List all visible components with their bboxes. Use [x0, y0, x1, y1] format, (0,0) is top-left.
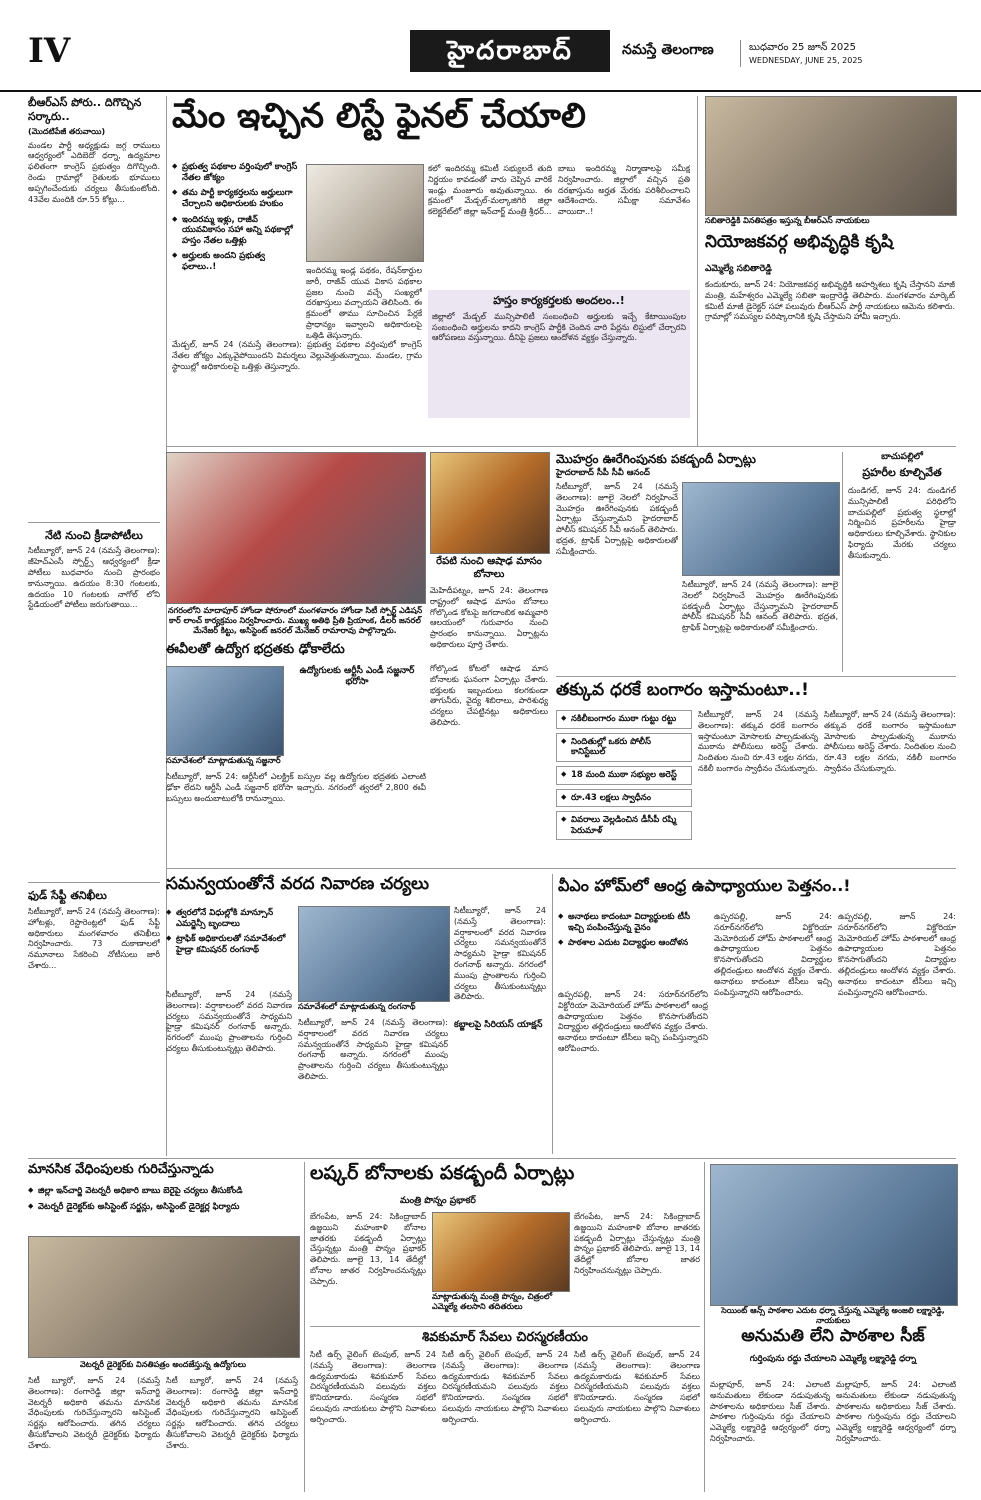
left-column: [28, 96, 160, 1156]
masthead: [0, 0, 981, 92]
photo-caption: సబితారెడ్డికి వినతిపత్రం ఇస్తున్న బీఆర్ఎస్ నాయకులు: [705, 216, 870, 225]
column-rule: [704, 1162, 705, 1492]
floods-photo-caption: సమావేశంలో మాట్లాడుతున్న రంగనాథ్: [298, 1002, 416, 1011]
lead-body-col3: కలో ఇందిరమ్మ కమిటీ సభ్యులదే తుది నిర్ణయం కావడంతో వారు చెప్పిన వారికే ఇండ్లు మంజూరు అవుతున్నాయి. ఈ క్రమంలో మేడ్చల్-మల్కాజిగిరి జిల్లా కలెక్టరేట్‌లో జిల్లా ఇన్‌చార్జ్ మంత్రి శ్రీధర్...: [428, 164, 552, 217]
city-section-title: హైదరాబాద్: [410, 30, 610, 72]
collectorate-building-photo: [306, 164, 424, 262]
story3-body: సిటీబ్యూరో, జూన్ 24 (నమస్తే తెలంగాణ): హోటళ్లు, రెస్టారెంట్లలో ఫుడ్ సేఫ్టీ అధికారులు మంగళవారం తనిఖీలు నిర్వహించారు. 73 దుకాణాలలో నమూనాలు సేకరించి నోటీసులు జారీ చేశారు...: [28, 907, 160, 971]
lead-box-text: జిల్లాలో మేడ్చల్ మున్సిపాలిటీ సంబంధించి అర్హులకు ఇచ్చే కేటాయింపుల సంబంధించి అర్హులను కాదని కాంగ్రెస్ పార్టీకి చెందిన వారి పేర్లను లిస్టులో చేర్చారని ఆరోపణలు వస్తున్నాయి. దీనిపై ప్రజలు ఆందోళన వ్యక్తం చేస్తున్నారు.: [432, 311, 686, 343]
gold-body-2: సిటీబ్యూరో, జూన్ 24 (నమస్తే తెలంగాణ): తక్కువ ధరకే బంగారం ఇస్తామంటూ మోసాలకు పాల్పడుతున్న ముఠాను పోలీసులు అరెస్ట్ చేశారు. నిందితుల నుంచి రూ.43 లక్షల నగదు, నకిలీ బంగారం స్వాధీనం చేసుకున్నారు.: [824, 710, 956, 773]
section-divider: [556, 676, 956, 677]
lashkar-body-2: బేగంపేట, జూన్ 24: సికింద్రాబాద్ ఉజ్జయిని మహంకాళి బోనాల జాతరకు పకడ్బందీ ఏర్పాట్లు చేస్తున్నట్లు మంత్రి పొన్నం ప్రభాకర్ తెలిపారు. జూలై 13, 14 తేదీల్లో బోనాల జాతర నిర్వహించనున్నట్లు చెప్పారు.: [574, 1212, 700, 1275]
column-rule: [697, 96, 698, 446]
gold-headline: తక్కువ ధరకే బంగారం ఇస్తామంటూ..!: [556, 680, 809, 700]
shivakumar-body: సిటీ ఉర్స్ వైలింగ్ టెంపుల్, జూన్ 24 (నమస్తే తెలంగాణ): తెలంగాణ ఉద్యమకారుడు శివకుమార్ సేవలు చిరస్మరణీయమని పలువురు వక్తలు కొనియాడారు. సంస్మరణ సభలో పలువురు నాయకులు పాల్గొని నివాళులు అర్పించారు.: [310, 1350, 436, 1424]
muharram-body: సిటీబ్యూరో, జూన్ 24 (నమస్తే తెలంగాణ): జూలై నెలలో నిర్వహించే మొహర్రం ఊరేగింపునకు పకడ్బందీ ఏర్పాట్లు చేస్తున్నామని హైదరాబాద్ పోలీస్ కమిషనర్ సీవీ ఆనంద్ తెలిపారు. భద్రత, ట్రాఫిక్ ఏర్పాట్లపై అధికారులతో సమీక్షించారు.: [556, 482, 678, 556]
vm-home-bullet: ◆ పాఠశాల ఎదుట విద్యార్థుల ఆందోళన: [558, 938, 708, 949]
ev-headline: ఈవీలతో ఉద్యోగ భద్రతకు ఢోకాలేదు: [166, 642, 345, 657]
harassment-headline: మానసిక వేధింపులకు గురిచేస్తున్నాడు: [28, 1162, 214, 1177]
section-divider: [28, 1158, 956, 1159]
school-body-2: మల్లాపూర్, జూన్ 24: ఎలాంటి అనుమతులు లేకుండా నడుపుతున్న పాఠశాలను అధికారులు సీజ్ చేశారు. పాఠశాల గుర్తింపును రద్దు చేయాలని ఎమ్మెల్యే లక్ష్మారెడ్డి ఆధ్వర్యంలో ధర్నా నిర్వహించారు.: [836, 1380, 956, 1443]
bachupally-kicker: బాచుపల్లిలో: [881, 452, 923, 462]
lead-body-col4: బాబు ఇందిరమ్మ నిర్మాణాలపై సమీక్ష నిర్వహించారు. జిల్లాలో వచ్చిన ప్రతి దరఖాస్తును అర్హత మేరకు పరిశీలించాలని ఆదేశించారు. సమీక్షా సమావేశం వాయిదా..!: [558, 164, 690, 217]
muharram-body-2: సిటీబ్యూరో, జూన్ 24 (నమస్తే తెలంగాణ): జూలై నెలలో నిర్వహించే మొహర్రం ఊరేగింపునకు పకడ్బందీ ఏర్పాట్లు చేస్తున్నామని హైదరాబాద్ పోలీస్ కమిషనర్ సీవీ ఆనంద్ తెలిపారు. భద్రత, ట్రాఫిక్ ఏర్పాట్లపై అధికారులతో సమీక్షించారు.: [682, 580, 838, 633]
story2-headline: నేటి నుంచి క్రీడాపోటీలు: [45, 528, 143, 542]
bonalu-col-body: గోల్కొండ కోటలో ఆషాఢ మాస బోనాలకు ఘనంగా ఏర్పాట్లు చేశారు. భక్తులకు ఇబ్బందులు కలగకుండా తాగునీరు, వైద్య శిబిరాలు, పారిశుధ్య చర్యలు చేపట్టినట్లు అధికారులు తెలిపారు.: [430, 664, 548, 727]
lead-box: [428, 290, 690, 418]
top-right-byline: ఎమ్మెల్యే సబితారెడ్డి: [705, 264, 772, 274]
lead-bullets: [172, 162, 302, 278]
school-protest-photo: [710, 1164, 958, 1306]
lead-body-col2: మేడ్చల్, జూన్ 24 (నమస్తే తెలంగాణ): ప్రభుత్వ పథకాల వర్తింపులో కాంగ్రెస్ నేతల జోక్యం ఎక్కువైపోయిందని విమర్శలు వెల్లువెత్తుతున్నాయి. మండల, గ్రామ స్థాయిల్లో అధికారులపై ఒత్తిళ్లు తెస్తున్నారు.: [172, 340, 422, 371]
lead-bullet: ◆ అర్హులకు అందని ప్రభుత్వ ఫలాలు..!: [172, 251, 302, 272]
muharram-byline: హైదరాబాద్ సీపీ సీవీ ఆనంద్: [556, 468, 650, 478]
newspaper-brand: నమస్తే తెలంగాణ: [622, 42, 714, 58]
story2-body: సిటీబ్యూరో, జూన్ 24 (నమస్తే తెలంగాణ): జీహెచ్ఎంసీ స్పోర్ట్స్ ఆధ్వర్యంలో క్రీడా పోటీలు బుధవారం నుంచి ప్రారంభం కానున్నాయి. ఉదయం 8:30 గంటలకు, ఉదయం 10 గంటలకు నాగోల్ లోని స్టేడియంలో పోటీలు జరుగుతాయి...: [28, 546, 160, 610]
gold-bullet: ◆ 18 మంది ముఠా సభ్యుల అరెస్ట్: [556, 766, 692, 785]
lashkar-headline: లష్కర్ బోనాలకు పకడ్బందీ ఏర్పాట్లు: [310, 1162, 575, 1184]
column-rule: [842, 452, 843, 672]
bonalu-body: మెహిదీపట్నం, జూన్ 24: తెలంగాణ రాష్ట్రంలో ఆషాఢ మాసం బోనాలు గోల్కొండ కోటపై జగదాంబిక అమ్మవారి ఆలయంలో గురువారం నుంచి ప్రారంభం కానున్నాయి. ఏర్పాట్లను అధికారులు పూర్తి చేశారు.: [430, 586, 548, 649]
date-block: [740, 40, 863, 67]
story1-body: మండల పార్టీ అధ్యక్షుడు జగ్గ రాములు ఆధ్వర్యంలో ఎదిబెదో ధర్నా, ఉద్యమాల ఫలితంగా కాంగ్రెస్ ప్రభుత్వం దిగొచ్చింది. రెండు గ్రామాల్లో రైతులకు భూములు అప్పగించేందుకు చర్యలు తీసుకుంటోంది. 43వేల మందికి రూ.55 కోట్లు...: [28, 140, 160, 204]
floods-headline: సమన్వయంతోనే వరద నివారణ చర్యలు: [166, 874, 429, 894]
harassment-body: సిటీ బ్యూరో, జూన్ 24 (నమస్తే తెలంగాణ): రంగారెడ్డి జిల్లా ఇన్‌చార్జి వెటర్నరీ అధికారి తమను మానసిక వేధింపులకు గురిచేస్తున్నారని అసిస్టెంట్ సర్జన్లు ఆరోపించారు. తగిన చర్యలు తీసుకోవాలని వెటర్నరీ డైరెక్టర్‌కు ఫిర్యాదు చేశారు.: [28, 1376, 160, 1450]
lead-bullet: ◆ ప్రభుత్వ పథకాల వర్తింపులో కాంగ్రెస్ నేతల జోక్యం: [172, 162, 302, 183]
ponnam-prabhakar-photo: [432, 1212, 570, 1292]
harassment-bullet: ◆ వెటర్నరీ డైరెక్టర్‌కు అసిస్టెంట్ సర్జన్లు, అసిస్టెంట్ డైరెక్టర్ల ఫిర్యాదు: [28, 1202, 298, 1213]
story1-headline: బీఆర్ఎస్ పోరు.. దిగొచ్చిన సర్కారు..: [28, 96, 142, 124]
vm-home-bullet: ◆ అనాథలు కాదంటూ విద్యార్థులకు టీసీ ఇచ్చి పంపించేస్తున్న వైనం: [558, 912, 708, 933]
gold-body: సిటీబ్యూరో, జూన్ 24 (నమస్తే తెలంగాణ): తక్కువ ధరకే బంగారం ఇస్తామంటూ మోసాలకు పాల్పడుతున్న ముఠాను పోలీసులు అరెస్ట్ చేశారు. నిందితుల నుంచి రూ.43 లక్షల నగదు, నకిలీ బంగారం స్వాధీనం చేసుకున్నారు.: [698, 710, 818, 773]
gold-bullet: ◆ రూ.43 లక్షలు స్వాధీనం: [556, 789, 692, 808]
lead-body-col1: ఇందిరమ్మ ఇండ్ల పథకం, రేషన్‌కార్డుల జారీ, రాజీవ్ యువ వికాస పథకాల ప్రజల నుంచి వచ్చే సంఖ్యలో దరఖాస్తులు వచ్చాయని తెలిసింది. ఈ క్రమంలో తాము సూచించిన పేర్లకే ప్రాధాన్యం ఇవ్వాలని అధికారులపై ఒత్తిడి తెస్తున్నారు.: [306, 266, 422, 340]
veterinary-staff-photo: [28, 1236, 300, 1358]
date-english: WEDNESDAY, JUNE 25, 2025: [749, 56, 863, 65]
vm-home-body: ఉప్పరపల్లి, జూన్ 24: సరూర్‌నగర్‌లోని విక్టోరియా మెమోరియల్ హోమ్ పాఠశాలలో ఆంధ్ర ఉపాధ్యాయుల పెత్తనం కొనసాగుతోందని విద్యార్థుల తల్లిదండ్రులు ఆందోళన వ్యక్తం చేశారు. అనాథలు కాదంటూ టీసీలు ఇచ్చి పంపిస్తున్నారని ఆరోపించారు.: [558, 990, 708, 1053]
lashkar-photo-caption: మాట్లాడుతున్న మంత్రి పొన్నం, చిత్రంలో ఎమ్మెల్యే తలసాని తదితరులు: [432, 1292, 553, 1311]
ev-kicker: ఉద్యోగులకు ఆర్టీసీ ఎండీ సజ్జనార్ భరోసా: [299, 666, 415, 688]
gold-bullets: [556, 710, 692, 844]
vm-home-bullets: [558, 912, 708, 954]
school-body: మల్లాపూర్, జూన్ 24: ఎలాంటి అనుమతులు లేకుండా నడుపుతున్న పాఠశాలను అధికారులు సీజ్ చేశారు. పాఠశాల గుర్తింపును రద్దు చేయాలని ఎమ్మెల్యే లక్ష్మారెడ్డి ఆధ్వర్యంలో ధర్నా నిర్వహించారు.: [710, 1380, 830, 1443]
lead-headline: మేం ఇచ్చిన లిస్టే ఫైనల్ చేయాలి: [172, 96, 586, 136]
vm-home-body-2: ఉప్పరపల్లి, జూన్ 24: సరూర్‌నగర్‌లోని విక్టోరియా మెమోరియల్ హోమ్ పాఠశాలలో ఆంధ్ర ఉపాధ్యాయుల పెత్తనం కొనసాగుతోందని విద్యార్థుల తల్లిదండ్రులు ఆందోళన వ్యక్తం చేశారు. అనాథలు కాదంటూ టీసీలు ఇచ్చి పంపిస్తున్నారని ఆరోపించారు.: [714, 912, 832, 997]
gold-bullet: ◆ నకిలీబంగారం ముఠా గుట్టు రట్టు: [556, 710, 692, 729]
story3-headline: ఫుడ్ సేఫ్టీ తనిఖీలు: [28, 889, 107, 903]
ev-photo-caption: సమావేశంలో మాట్లాడుతున్న సజ్జనార్: [166, 756, 281, 765]
honda-car-photo: [166, 452, 426, 604]
bachupally-body: దుండిగల్, జూన్ 24: దుండిగల్ మున్సిపాలిటీ పరిధిలోని బాచుపల్లిలో ప్రభుత్వ స్థలాల్లో నిర్మించిన ప్రహరీలను హైడ్రా అధికారులు కూల్చివేశారు. స్థానికుల ఫిర్యాదు మేరకు చర్యలు తీసుకున్నారు.: [848, 486, 956, 560]
sabitha-reddy-photo: [705, 96, 957, 216]
lead-bullet: ◆ ఇందిరమ్మ ఇళ్లు, రాజీవ్ యువవికాసం సహా అన్ని పథకాల్లో హస్తం నేతల ఒత్తిళ్లు: [172, 215, 302, 247]
muharram-meeting-photo: [682, 482, 840, 576]
section-divider: [310, 1326, 700, 1327]
bachupally-headline: ప్రహరీల కూల్చివేత: [862, 466, 942, 479]
muharram-headline: మొహర్రం ఊరేగింపునకు పకడ్బందీ ఏర్పాట్లు: [556, 452, 756, 466]
date-telugu: బుధవారం 25 జూన్ 2025: [749, 42, 857, 53]
vm-home-body-3: ఉప్పరపల్లి, జూన్ 24: సరూర్‌నగర్‌లోని విక్టోరియా మెమోరియల్ హోమ్ పాఠశాలలో ఆంధ్ర ఉపాధ్యాయుల పెత్తనం కొనసాగుతోందని విద్యార్థుల తల్లిదండ్రులు ఆందోళన వ్యక్తం చేశారు. అనాథలు కాదంటూ టీసీలు ఇచ్చి పంపిస్తున్నారని ఆరోపించారు.: [838, 912, 956, 997]
shivakumar-headline: శివకుమార్ సేవలు చిరస్మరణీయం: [421, 1330, 589, 1345]
floods-body-3: సిటీబ్యూరో, జూన్ 24 (నమస్తే తెలంగాణ): వర్షాకాలంలో వరద నివారణ చర్యలు సమన్వయంతోనే సాధ్యమని హైడ్రా కమిషనర్ రంగనాథ్ అన్నారు. నగరంలో ముంపు ప్రాంతాలను గుర్తించి చర్యలు తీసుకుంటున్నట్లు తెలిపారు.: [454, 906, 546, 1002]
floods-body-2: సిటీబ్యూరో, జూన్ 24 (నమస్తే తెలంగాణ): వర్షాకాలంలో వరద నివారణ చర్యలు సమన్వయంతోనే సాధ్యమని హైడ్రా కమిషనర్ రంగనాథ్ అన్నారు. నగరంలో ముంపు ప్రాంతాలను గుర్తించి చర్యలు తీసుకుంటున్నట్లు తెలిపారు.: [298, 1018, 448, 1081]
top-right-body: కందుకూరు, జూన్ 24: నియోజకవర్గ అభివృద్ధికి అహర్నిశలు కృషి చేస్తానని మాజీ మంత్రి, మహేశ్వరం ఎమ్మెల్యే సబితా ఇంద్రారెడ్డి తెలిపారు. మంగళవారం మార్కెట్ కమిటీ మాజీ డైరెక్టర్ సహా పలువురు బీఆర్ఎస్ పార్టీ నాయకులు ఆమెను కలిశారు. గ్రామాల్లో సమస్యల పరిష్కారానికి కృషి చేస్తామని హామీ ఇచ్చారు.: [705, 280, 955, 322]
column-rule: [304, 1162, 305, 1492]
floods-body: సిటీబ్యూరో, జూన్ 24 (నమస్తే తెలంగాణ): వర్షాకాలంలో వరద నివారణ చర్యలు సమన్వయంతోనే సాధ్యమని హైడ్రా కమిషనర్ రంగనాథ్ అన్నారు. నగరంలో ముంపు ప్రాంతాలను గుర్తించి చర్యలు తీసుకుంటున్నట్లు తెలిపారు.: [166, 990, 292, 1053]
bonalu-deity-photo: [430, 452, 550, 554]
lashkar-byline: మంత్రి పొన్నం ప్రభాకర్: [400, 1196, 476, 1206]
harassment-photo-caption: వెటర్నరీ డైరెక్టర్‌కు వినతిపత్రం అందజేస్తున్న ఉద్యోగులు: [79, 1360, 247, 1369]
divider: [28, 522, 160, 523]
divider: [28, 882, 160, 883]
section-divider: [166, 868, 956, 869]
top-right-headline: నియోజకవర్గ అభివృద్ధికి కృషి: [705, 232, 894, 252]
ev-body: సిటీబ్యూరో, జూన్ 24: ఆర్టీసీలో ఎలక్ట్రిక్ బస్సుల వల్ల ఉద్యోగుల భద్రతకు ఎలాంటి ఢోకా లేదని ఆర్టీసీ ఎండీ సజ్జనార్ భరోసా ఇచ్చారు. నగరంలో త్వరలో 2,800 ఈవీ బస్సులు అందుబాటులోకి రానున్నాయి.: [166, 772, 426, 803]
honda-caption: నగరంలోని మాదాపూర్ హోండా షోరూంలో మంగళవారం హోండా సిటీ స్పోర్ట్ ఎడిషన్ కార్ లాంచ్ కార్యక్రమం నిర్వహించారు. ముఖ్య అతిథి ప్రీతి ప్రియాంక, డీలర్ జనరల్ మేనేజర్ కిట్టు, అసిస్టెంట్ జనరల్ మేనేజర్ రామారావు పాల్గొన్నారు.: [167, 606, 423, 635]
floods-bullets: [166, 908, 292, 961]
harassment-body-2: సిటీ బ్యూరో, జూన్ 24 (నమస్తే తెలంగాణ): రంగారెడ్డి జిల్లా ఇన్‌చార్జి వెటర్నరీ అధికారి తమను మానసిక వేధింపులకు గురిచేస్తున్నారని అసిస్టెంట్ సర్జన్లు ఆరోపించారు. తగిన చర్యలు తీసుకోవాలని వెటర్నరీ డైరెక్టర్‌కు ఫిర్యాదు చేశారు.: [166, 1376, 298, 1450]
vm-home-headline: వీఎం హోమ్‌లో ఆంధ్ర ఉపాధ్యాయుల పెత్తనం..!: [558, 876, 851, 895]
floods-bullet: ◆ త్వరలోనే విధుల్లోకి మాన్సూన్ ఎమర్జెన్సీ బృందాలు: [166, 908, 292, 929]
ranganath-photo: [298, 906, 450, 1002]
school-photo-caption: సెయింట్ ఆన్స్ పాఠశాల ఎదుట ధర్నా చేస్తున్న ఎమ్మెల్యే అంజలి లక్ష్మారెడ్డి, నాయకులు: [721, 1306, 945, 1325]
story1-sub: (మొదటిపేజీ తరువాయి): [28, 126, 106, 136]
section-divider: [166, 446, 956, 447]
gold-bullet: ◆ నిందితుల్లో ఒకరు పోలీస్ కానిస్టేబుల్: [556, 733, 692, 762]
bonalu-caption: రేపటి నుంచి ఆషాఢ మాసం బోనాలు: [436, 556, 542, 580]
shivakumar-body-3: సిటీ ఉర్స్ వైలింగ్ టెంపుల్, జూన్ 24 (నమస్తే తెలంగాణ): తెలంగాణ ఉద్యమకారుడు శివకుమార్ సేవలు చిరస్మరణీయమని పలువురు వక్తలు కొనియాడారు. సంస్మరణ సభలో పలువురు నాయకులు పాల్గొని నివాళులు అర్పించారు.: [574, 1350, 700, 1424]
school-byline: గుర్తింపును రద్దు చేయాలని ఎమ్మెల్యే లక్ష్మారెడ్డి ధర్నా: [749, 1354, 917, 1364]
column-rule: [552, 874, 553, 1154]
school-headline: అనుమతి లేని పాఠశాల సీజ్: [741, 1326, 925, 1346]
gold-bullet: ◆ వివరాలు వెల్లడించిన డీసీపీ రష్మి పెరుమాళ్: [556, 811, 692, 840]
page-number: IV: [28, 31, 71, 71]
harassment-bullet: ◆ జిల్లా ఇన్‌చార్జి వెటర్నరీ అధికారి బాబు బెరైపై చర్యలు తీసుకోండి: [28, 1186, 298, 1197]
lead-sub-headline: హస్తం కార్యకర్తలకు అందలం..!: [493, 294, 625, 307]
harassment-bullets: [28, 1186, 298, 1217]
lashkar-body: బేగంపేట, జూన్ 24: సికింద్రాబాద్ ఉజ్జయిని మహంకాళి బోనాల జాతరకు పకడ్బందీ ఏర్పాట్లు చేస్తున్నట్లు మంత్రి పొన్నం ప్రభాకర్ తెలిపారు. జూలై 13, 14 తేదీల్లో బోనాల జాతర నిర్వహించనున్నట్లు చెప్పారు.: [310, 1212, 426, 1286]
sajjanar-photo: [166, 666, 284, 756]
floods-bullet: ◆ ట్రాఫిక్ అధికారులతో సమావేశంలో హైడ్రా కమిషనర్ రంగనాథ్: [166, 934, 292, 955]
floods-kicker: కబ్జాలపై సిరియస్ యాక్షన్: [454, 1020, 543, 1030]
shivakumar-body-2: సిటీ ఉర్స్ వైలింగ్ టెంపుల్, జూన్ 24 (నమస్తే తెలంగాణ): తెలంగాణ ఉద్యమకారుడు శివకుమార్ సేవలు చిరస్మరణీయమని పలువురు వక్తలు కొనియాడారు. సంస్మరణ సభలో పలువురు నాయకులు పాల్గొని నివాళులు అర్పించారు.: [442, 1350, 568, 1424]
lead-bullet: ◆ తమ పార్టీ కార్యకర్తలను అర్హులుగా చేర్చాలని అధికారులకు హుకుం: [172, 188, 302, 209]
